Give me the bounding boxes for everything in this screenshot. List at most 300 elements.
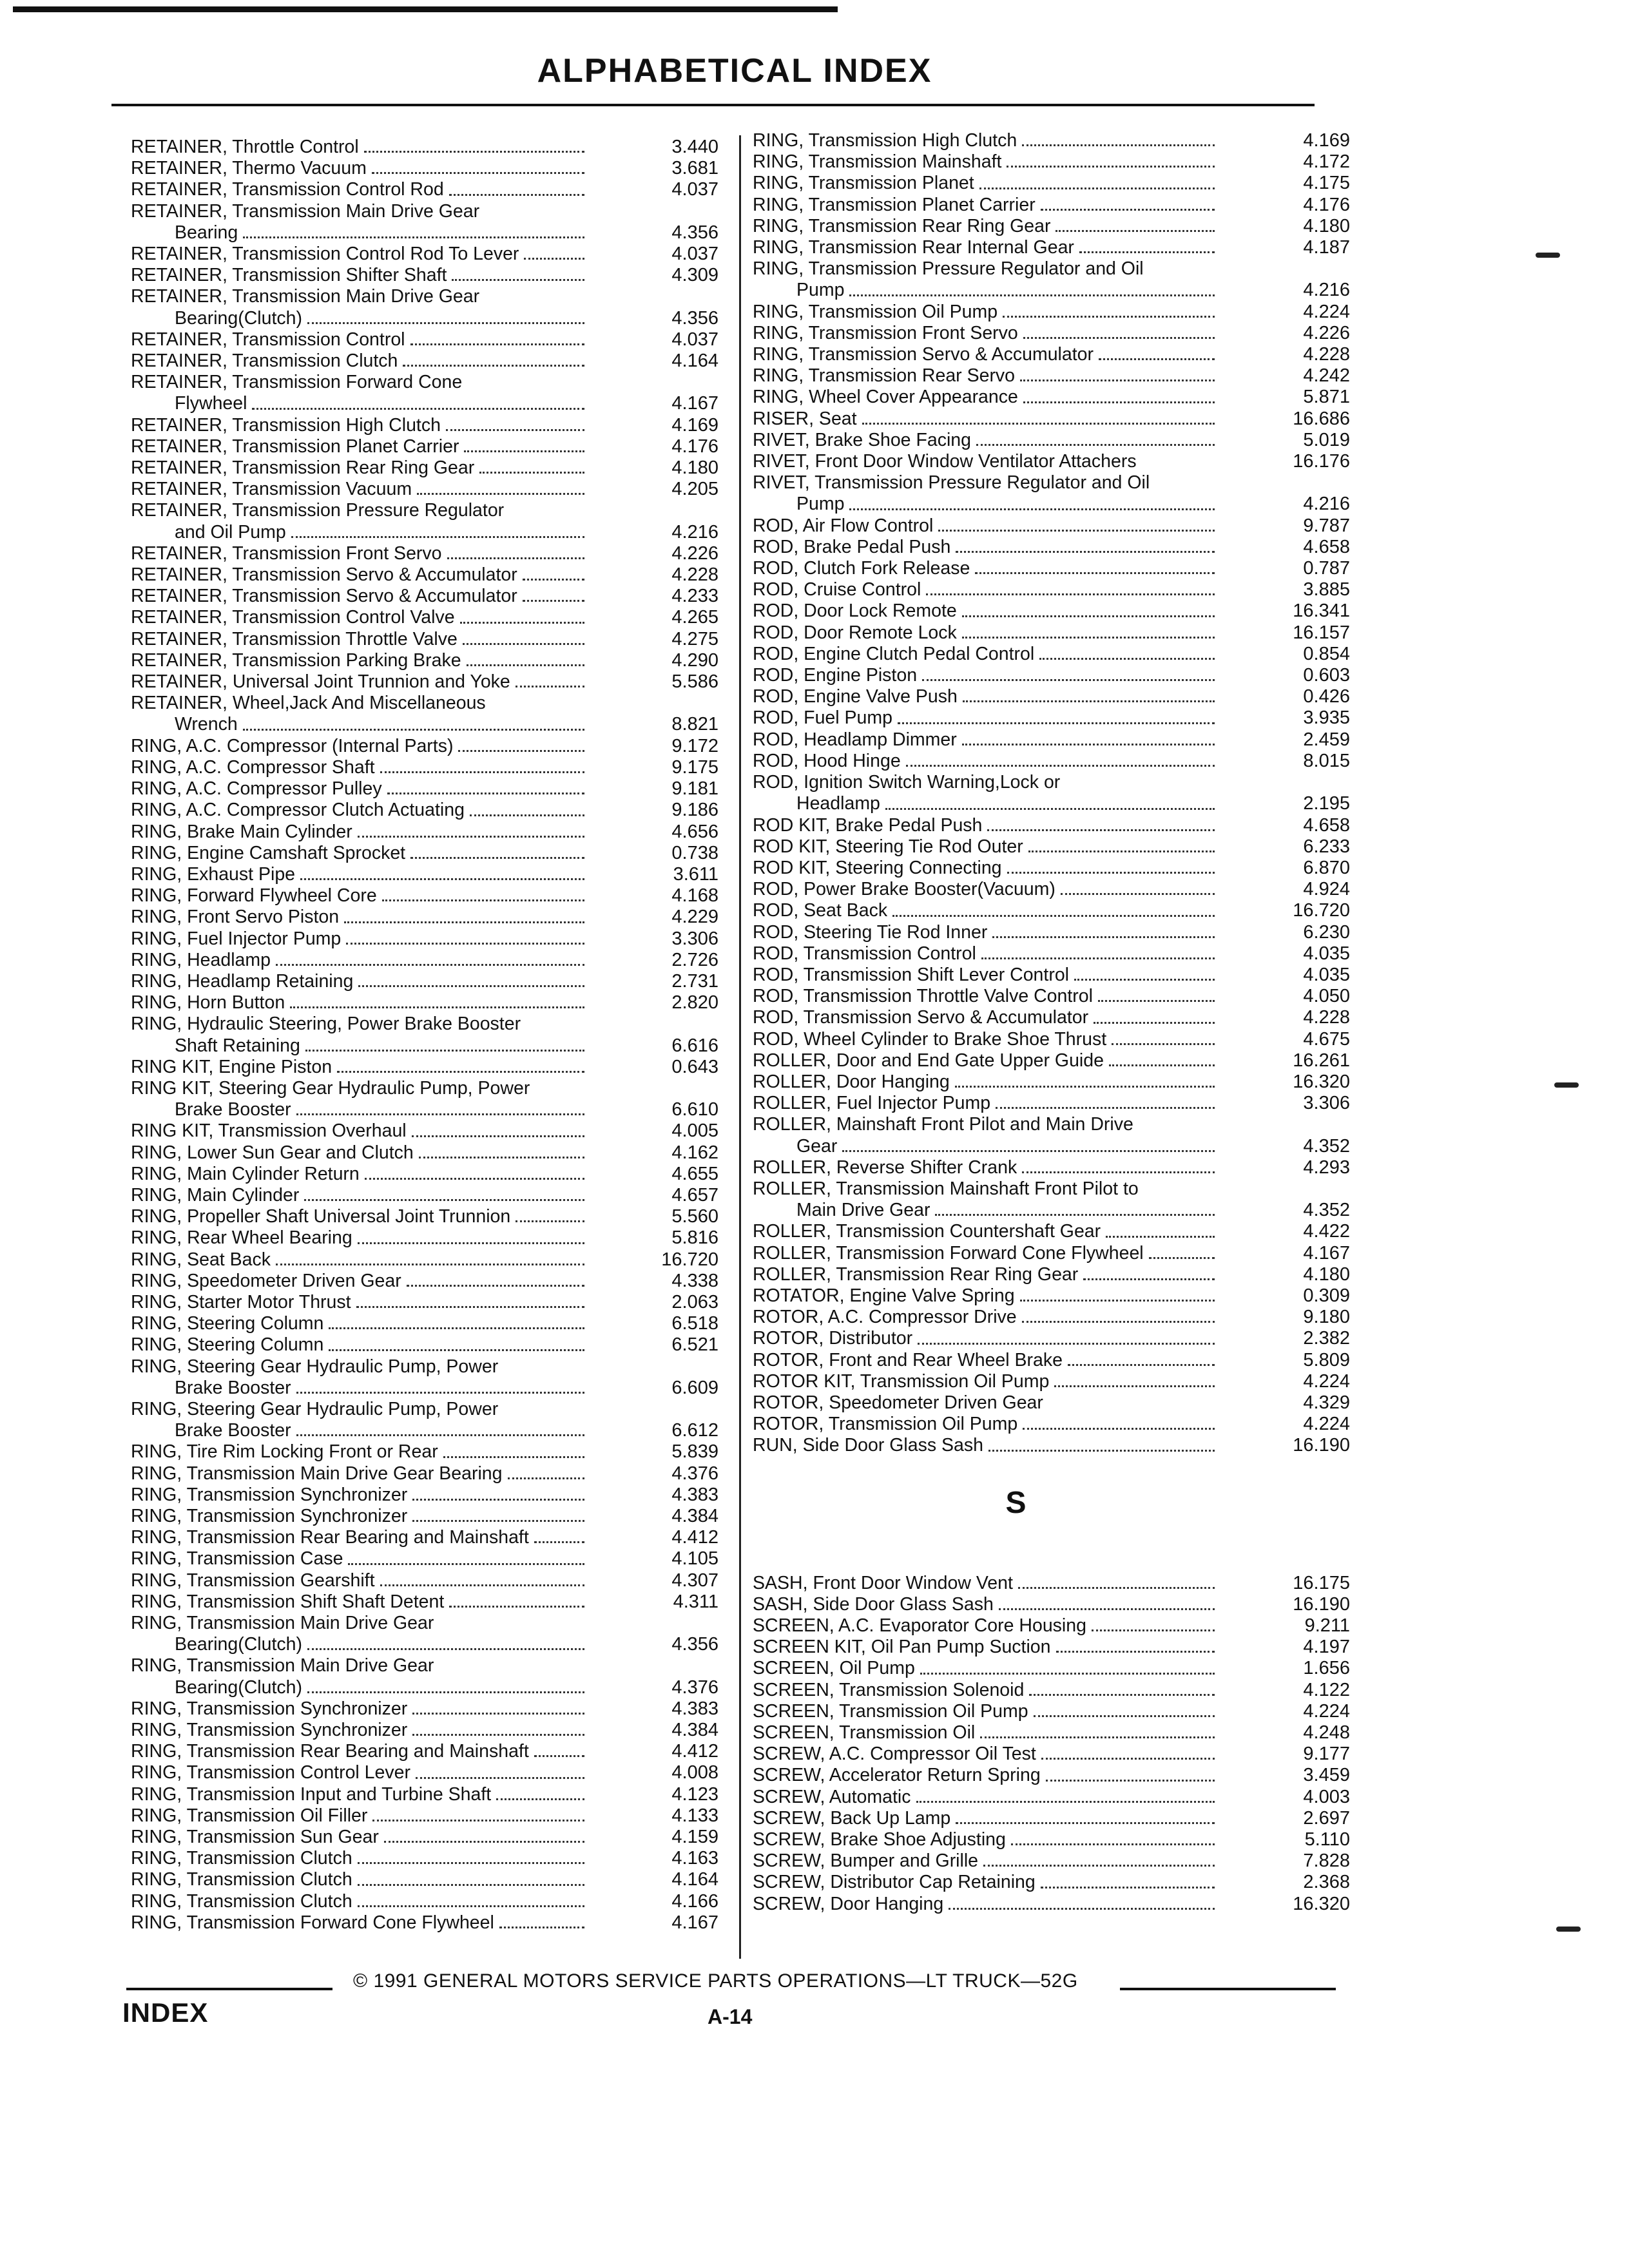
index-entry-line xyxy=(131,1869,718,1890)
index-entry xyxy=(753,986,1350,1007)
index-entry-line xyxy=(131,1463,718,1485)
dot-leader xyxy=(1098,1000,1215,1002)
dot-leader xyxy=(356,1306,584,1308)
index-entry xyxy=(131,1827,718,1848)
index-entry-line xyxy=(131,522,718,543)
index-entry-label: SCREW, Bumper and Grille xyxy=(753,1850,979,1872)
footer-rule-right xyxy=(1120,1988,1336,1990)
dot-leader xyxy=(496,1798,584,1800)
index-entry-page: 4.187 xyxy=(1303,237,1350,258)
dot-leader xyxy=(892,915,1215,917)
dot-leader xyxy=(412,1734,584,1736)
index-entry-page: 3.306 xyxy=(671,928,718,949)
index-entry xyxy=(131,1912,718,1934)
index-entry-label: RING, Main Cylinder xyxy=(131,1184,300,1206)
index-entry xyxy=(131,244,718,265)
index-entry-page: 3.681 xyxy=(671,158,718,179)
index-entry-label: RING, Starter Motor Thrust xyxy=(131,1291,351,1312)
index-entry-label: SCREW, Back Up Lamp xyxy=(753,1807,951,1829)
index-entry-line xyxy=(131,864,718,885)
index-entry-page: 4.224 xyxy=(1303,301,1350,322)
index-entry-page: 4.035 xyxy=(1303,943,1350,964)
index-entry-label: RING, Rear Wheel Bearing xyxy=(131,1227,352,1249)
index-entry xyxy=(131,265,718,286)
index-entry-label: ROD, Seat Back xyxy=(753,900,888,921)
index-entry-continuation: Gear xyxy=(796,1135,838,1157)
index-entry-line xyxy=(753,665,1350,686)
dot-leader xyxy=(384,1841,584,1843)
dot-leader xyxy=(976,444,1215,446)
index-entry xyxy=(131,1313,718,1334)
index-entry-line xyxy=(753,302,1350,323)
dot-leader xyxy=(458,750,584,752)
index-entry-page: 4.228 xyxy=(1303,1007,1350,1028)
dot-leader xyxy=(1022,144,1215,146)
index-entry-line xyxy=(131,885,718,907)
index-entry xyxy=(753,900,1350,921)
index-entry-line xyxy=(753,1701,1350,1722)
index-entry-line xyxy=(131,415,718,436)
index-entry-page: 4.248 xyxy=(1303,1722,1350,1744)
index-entry-line xyxy=(753,344,1350,365)
index-entry-page: 4.275 xyxy=(671,628,718,649)
index-entry-label: RING, Transmission Clutch xyxy=(131,1848,352,1869)
index-entry-line xyxy=(753,836,1350,858)
index-entry-page: 4.167 xyxy=(671,393,718,414)
index-entry-page: 4.352 xyxy=(1303,1200,1350,1221)
index-entry-label: RING, Headlamp xyxy=(131,949,271,970)
index-entry xyxy=(131,650,718,671)
index-entry-page: 4.166 xyxy=(671,1890,718,1912)
index-entry-label: RETAINER, Transmission Forward Cone xyxy=(131,372,463,393)
index-entry-label: RING, Seat Back xyxy=(131,1249,271,1270)
dot-leader xyxy=(1099,358,1215,360)
index-entry xyxy=(131,1142,718,1164)
dot-leader xyxy=(1029,1694,1215,1696)
dot-leader xyxy=(296,1392,584,1394)
index-entry xyxy=(131,757,718,778)
dot-leader xyxy=(983,1865,1215,1867)
dot-leader xyxy=(516,686,584,687)
index-entry-line xyxy=(753,280,1350,301)
index-entry-line xyxy=(131,671,718,693)
index-entry-line xyxy=(131,992,718,1014)
index-entry xyxy=(753,1157,1350,1178)
index-entry-line xyxy=(131,1441,718,1463)
index-entry-page: 4.224 xyxy=(1303,1414,1350,1435)
index-entry-page: 4.307 xyxy=(671,1570,718,1591)
index-entry xyxy=(753,1392,1350,1414)
index-entry-page: 4.163 xyxy=(671,1848,718,1869)
dot-leader xyxy=(276,1264,584,1265)
dot-leader xyxy=(862,423,1215,425)
index-entry xyxy=(753,1328,1350,1349)
index-entry-line xyxy=(131,1185,718,1206)
index-entry-page: 5.809 xyxy=(1303,1349,1350,1370)
index-entry xyxy=(753,1243,1350,1264)
index-entry-line xyxy=(131,843,718,864)
dot-leader xyxy=(918,1343,1215,1345)
index-entry xyxy=(753,1850,1350,1872)
index-entry-page: 4.035 xyxy=(1303,964,1350,985)
index-entry xyxy=(131,201,718,244)
index-entry-label: RING, Transmission Oil Pump xyxy=(753,301,998,322)
index-entry-label: RING, Front Servo Piston xyxy=(131,907,340,928)
dot-leader xyxy=(410,343,585,345)
index-entry-line xyxy=(753,1093,1350,1114)
index-entry-label: ROD KIT, Brake Pedal Push xyxy=(753,814,983,836)
index-entry-page: 2.382 xyxy=(1303,1328,1350,1349)
dot-leader xyxy=(337,1071,584,1073)
dot-leader xyxy=(358,985,584,987)
index-entry-line xyxy=(131,778,718,800)
index-entry-line xyxy=(131,629,718,650)
index-entry xyxy=(753,879,1350,900)
index-entry xyxy=(753,1093,1350,1114)
index-entry-page: 5.816 xyxy=(671,1227,718,1249)
index-entry-page: 4.412 xyxy=(671,1741,718,1762)
index-entry-label: RING, Transmission Planet Carrier xyxy=(753,194,1036,215)
dot-leader xyxy=(980,1736,1215,1738)
index-entry xyxy=(131,1249,718,1271)
index-entry-label: ROLLER, Transmission Mainshaft Front Pilot to xyxy=(753,1178,1139,1199)
index-entry-continuation: Bearing(Clutch) xyxy=(175,1634,302,1655)
index-entry-line xyxy=(131,950,718,971)
index-entry-line xyxy=(131,1848,718,1869)
index-entry-page: 4.242 xyxy=(1303,365,1350,387)
index-entry-label: SCREEN, A.C. Evaporator Core Housing xyxy=(753,1615,1086,1636)
dot-leader xyxy=(365,1178,584,1180)
index-entry-label: ROTOR, A.C. Compressor Drive xyxy=(753,1307,1017,1328)
index-entry-line xyxy=(753,430,1350,451)
index-entry-line xyxy=(753,387,1350,408)
index-entry-page: 4.656 xyxy=(671,821,718,842)
index-entry-page: 16.320 xyxy=(1293,1893,1350,1914)
index-entry-page: 2.726 xyxy=(671,949,718,970)
index-entry-page: 4.164 xyxy=(671,1869,718,1890)
index-entry xyxy=(753,1573,1350,1594)
index-entry-label: ROD, Ignition Switch Warning,Lock or xyxy=(753,772,1061,793)
index-entry-label: ROLLER, Door and End Gate Upper Guide xyxy=(753,1050,1104,1071)
dot-leader xyxy=(296,1434,584,1436)
index-entry-label: RING, Steering Gear Hydraulic Pump, Power xyxy=(131,1356,499,1377)
index-entry xyxy=(131,1720,718,1741)
dot-leader xyxy=(304,1199,584,1201)
index-entry-label: ROD, Wheel Cylinder to Brake Shoe Thrust xyxy=(753,1028,1107,1050)
index-entry-line xyxy=(753,729,1350,751)
dot-leader xyxy=(938,530,1215,532)
index-entry-line xyxy=(131,1206,718,1227)
dot-leader xyxy=(956,551,1215,553)
index-entry-label: RING, Transmission Oil Filler xyxy=(131,1805,368,1826)
dot-leader xyxy=(1061,893,1215,895)
index-entry-label: RING, Transmission Planet xyxy=(753,173,974,194)
index-entry xyxy=(131,1591,718,1613)
index-entry xyxy=(753,1765,1350,1786)
index-entry-label: RETAINER, Transmission Clutch xyxy=(131,351,398,372)
index-entry-page: 4.176 xyxy=(1303,194,1350,215)
index-entry-line xyxy=(131,1099,718,1120)
index-entry-label: RETAINER, Universal Joint Trunnion and Yoke xyxy=(131,671,510,693)
index-entry-page: 0.309 xyxy=(1303,1285,1350,1306)
index-entry-page: 16.720 xyxy=(661,1249,718,1270)
index-entry-label: ROD, Engine Piston xyxy=(753,665,918,686)
index-entry xyxy=(753,173,1350,194)
index-entry-label: RETAINER, Wheel,Jack And Miscellaneous xyxy=(131,693,486,714)
index-entry xyxy=(131,564,718,586)
index-entry-line xyxy=(753,1350,1350,1371)
index-entry-label: RING, Steering Column xyxy=(131,1313,324,1334)
index-entry-label: RING, Transmission Clutch xyxy=(131,1869,352,1890)
index-entry-line xyxy=(131,650,718,671)
index-entry-page: 4.216 xyxy=(671,521,718,543)
page-title: ALPHABETICAL INDEX xyxy=(537,52,932,90)
index-entry-label: ROTOR KIT, Transmission Oil Pump xyxy=(753,1370,1050,1392)
index-entry-line xyxy=(131,265,718,286)
index-entry-line xyxy=(753,1392,1350,1414)
index-entry-label: RING, Exhaust Pipe xyxy=(131,863,296,885)
index-entry-page: 4.226 xyxy=(671,543,718,564)
index-entry xyxy=(753,622,1350,644)
index-entry-label: ROLLER, Fuel Injector Pump xyxy=(753,1093,991,1114)
index-entry-page: 0.603 xyxy=(1303,665,1350,686)
index-entry-label: ROD, Transmission Shift Lever Control xyxy=(753,964,1069,985)
index-entry-label: RETAINER, Transmission Planet Carrier xyxy=(131,436,459,457)
index-entry xyxy=(753,707,1350,729)
dot-leader xyxy=(1018,1587,1215,1589)
index-entry-page: 4.228 xyxy=(1303,344,1350,365)
index-entry-label: ROD, Engine Clutch Pedal Control xyxy=(753,643,1035,664)
index-entry-label: SCREEN, Transmission Oil Pump xyxy=(753,1700,1028,1722)
dot-leader xyxy=(412,1520,584,1522)
dot-leader xyxy=(243,236,584,238)
index-entry-label: ROD, Door Remote Lock xyxy=(753,622,957,643)
index-entry xyxy=(131,607,718,628)
index-entry-line xyxy=(753,644,1350,665)
index-entry-line xyxy=(131,1698,718,1720)
index-entry-line xyxy=(753,1787,1350,1808)
dot-leader xyxy=(417,493,584,495)
dot-leader xyxy=(380,771,584,773)
index-entry-page: 4.180 xyxy=(1303,1264,1350,1285)
dot-leader xyxy=(300,878,584,880)
dot-leader xyxy=(407,1285,584,1287)
index-entry-label: ROD, Transmission Servo & Accumulator xyxy=(753,1007,1089,1028)
index-entry-label: ROLLER, Mainshaft Front Pilot and Main Drive xyxy=(753,1114,1133,1135)
dot-leader xyxy=(1055,230,1215,232)
index-entry-line xyxy=(131,244,718,265)
dot-leader xyxy=(1020,380,1215,381)
index-entry-line xyxy=(753,1328,1350,1349)
dot-leader xyxy=(449,194,584,196)
index-entry-page: 4.005 xyxy=(671,1120,718,1142)
index-entry-line xyxy=(131,1120,718,1142)
index-entry-page: 4.224 xyxy=(1303,1370,1350,1392)
index-entry-page: 4.162 xyxy=(671,1142,718,1163)
index-entry-line xyxy=(753,408,1350,430)
index-entry xyxy=(131,1057,718,1078)
index-entry-page: 4.008 xyxy=(671,1762,718,1783)
dot-leader xyxy=(1149,1257,1215,1259)
index-entry xyxy=(753,644,1350,665)
index-entry-label: RING, Transmission Rear Internal Gear xyxy=(753,237,1074,258)
index-entry-line xyxy=(131,907,718,928)
index-entry xyxy=(131,1506,718,1527)
index-entry-page: 4.309 xyxy=(671,265,718,286)
index-entry-page: 16.176 xyxy=(1293,451,1350,472)
index-entry-page: 4.384 xyxy=(671,1506,718,1526)
dot-leader xyxy=(926,593,1215,595)
dot-leader xyxy=(949,1908,1215,1910)
dot-leader xyxy=(1092,1629,1215,1631)
index-entry-page: 4.383 xyxy=(671,1484,718,1505)
dot-leader xyxy=(1074,979,1215,981)
index-entry xyxy=(753,1594,1350,1615)
dot-leader xyxy=(842,1150,1215,1152)
dot-leader xyxy=(979,187,1215,189)
index-entry-continuation: Pump xyxy=(796,280,845,301)
index-entry xyxy=(753,451,1350,472)
index-entry-page: 4.159 xyxy=(671,1827,718,1848)
index-entry-label: ROD, Air Flow Control xyxy=(753,515,934,536)
index-entry-label: ROLLER, Transmission Forward Cone Flywheel xyxy=(753,1242,1144,1264)
index-entry-line xyxy=(131,1271,718,1292)
dot-leader xyxy=(348,1563,584,1565)
index-entry-page: 4.422 xyxy=(1303,1221,1350,1242)
index-entry xyxy=(753,815,1350,836)
index-entry-label: RING, Main Cylinder Return xyxy=(131,1163,360,1184)
index-entry-page: 6.616 xyxy=(671,1035,718,1056)
index-entry-label: RING, A.C. Compressor Pulley xyxy=(131,778,382,800)
index-entry-line xyxy=(131,1827,718,1848)
index-entry xyxy=(753,1285,1350,1307)
index-entry-label: RING, Transmission Case xyxy=(131,1548,343,1570)
dot-leader xyxy=(898,722,1215,724)
index-entry xyxy=(753,1722,1350,1744)
index-entry xyxy=(753,1808,1350,1829)
index-entry xyxy=(753,601,1350,622)
index-entry xyxy=(131,992,718,1014)
index-entry xyxy=(131,1869,718,1890)
index-entry-label: RING, Transmission Clutch xyxy=(131,1890,352,1912)
dot-leader xyxy=(962,744,1215,745)
dot-leader xyxy=(305,1050,584,1052)
dot-leader xyxy=(1041,1887,1215,1888)
index-entry-page: 8.821 xyxy=(671,714,718,735)
index-entry-line xyxy=(753,1680,1350,1701)
index-entry-page: 4.655 xyxy=(671,1163,718,1184)
index-entry-page: 16.190 xyxy=(1293,1435,1350,1456)
index-entry-label: RING, Transmission Rear Ring Gear xyxy=(753,215,1051,236)
index-entry-line xyxy=(753,1637,1350,1658)
dot-leader xyxy=(962,615,1215,617)
index-entry xyxy=(753,151,1350,173)
index-entry xyxy=(753,751,1350,772)
index-entry-label: RING, Engine Camshaft Sprocket xyxy=(131,842,406,863)
index-entry-page: 6.612 xyxy=(671,1420,718,1441)
dot-leader xyxy=(1079,251,1215,253)
index-entry xyxy=(131,971,718,992)
index-entry-label: ROD, Fuel Pump xyxy=(753,707,892,729)
dot-leader xyxy=(906,765,1215,767)
index-column-right xyxy=(753,130,1350,1915)
index-entry xyxy=(753,258,1350,301)
index-entry-label: RING, A.C. Compressor Shaft xyxy=(131,756,375,778)
dot-leader xyxy=(987,829,1215,831)
index-entry-page: 4.123 xyxy=(671,1783,718,1805)
index-entry-label: RETAINER, Transmission Main Drive Gear xyxy=(131,286,480,307)
index-entry-label: RETAINER, Transmission Shifter Shaft xyxy=(131,265,447,286)
index-entry-page: 4.164 xyxy=(671,351,718,372)
index-entry-line xyxy=(753,1221,1350,1242)
index-entry xyxy=(753,1615,1350,1637)
index-entry xyxy=(131,1848,718,1869)
index-entry-line xyxy=(753,686,1350,707)
dot-leader xyxy=(955,1086,1215,1088)
index-entry xyxy=(131,843,718,864)
index-entry-page: 4.356 xyxy=(671,222,718,243)
index-entry-continuation: and Oil Pump xyxy=(175,521,286,543)
index-entry xyxy=(131,1527,718,1548)
dot-leader xyxy=(372,1820,584,1821)
index-entry-line xyxy=(753,1722,1350,1744)
index-entry-label: RING, Transmission Synchronizer xyxy=(131,1698,408,1719)
dot-leader xyxy=(344,921,584,923)
index-entry-page: 7.828 xyxy=(1303,1850,1350,1872)
index-entry-line xyxy=(753,965,1350,986)
index-entry-label: SCREW, Distributor Cap Retaining xyxy=(753,1872,1036,1893)
dot-leader xyxy=(382,899,584,901)
index-entry-continuation: Shaft Retaining xyxy=(175,1035,300,1056)
index-entry-page: 4.172 xyxy=(1303,151,1350,173)
index-entry xyxy=(131,1548,718,1570)
index-entry xyxy=(753,1221,1350,1242)
index-entry xyxy=(753,1307,1350,1328)
index-entry xyxy=(753,558,1350,579)
index-entry xyxy=(753,472,1350,515)
index-entry xyxy=(753,1658,1350,1679)
dot-leader xyxy=(470,814,584,816)
index-entry-line xyxy=(753,1850,1350,1872)
index-entry xyxy=(131,1356,718,1399)
index-entry-page: 8.015 xyxy=(1303,750,1350,771)
dot-leader xyxy=(975,572,1215,574)
dot-leader xyxy=(885,808,1215,810)
index-entry-page: 16.261 xyxy=(1293,1050,1350,1071)
index-entry-page: 4.265 xyxy=(671,607,718,628)
dot-leader xyxy=(443,1456,584,1458)
index-entry xyxy=(131,1292,718,1313)
index-entry-label: ROD, Transmission Throttle Valve Control xyxy=(753,986,1093,1007)
index-entry-label: RING, Transmission High Clutch xyxy=(753,130,1017,151)
index-entry-label: ROTOR, Transmission Oil Pump xyxy=(753,1414,1018,1435)
index-entry xyxy=(131,179,718,200)
index-entry-page: 4.352 xyxy=(1303,1135,1350,1157)
index-entry-page: 4.205 xyxy=(671,479,718,500)
index-entry-page: 4.216 xyxy=(1303,494,1350,515)
dot-leader xyxy=(1094,1022,1215,1024)
index-entry-line xyxy=(753,494,1350,515)
dot-leader xyxy=(1112,1043,1215,1045)
index-entry xyxy=(753,1637,1350,1658)
index-entry-page: 4.167 xyxy=(671,1912,718,1933)
index-entry-page: 9.186 xyxy=(671,800,718,821)
index-entry-line xyxy=(131,714,718,735)
index-entry xyxy=(753,1414,1350,1435)
index-entry-label: RIVET, Transmission Pressure Regulator and Oil xyxy=(753,472,1150,494)
index-entry-page: 4.180 xyxy=(671,457,718,479)
index-entry-label: RING, Steering Column xyxy=(131,1334,324,1356)
